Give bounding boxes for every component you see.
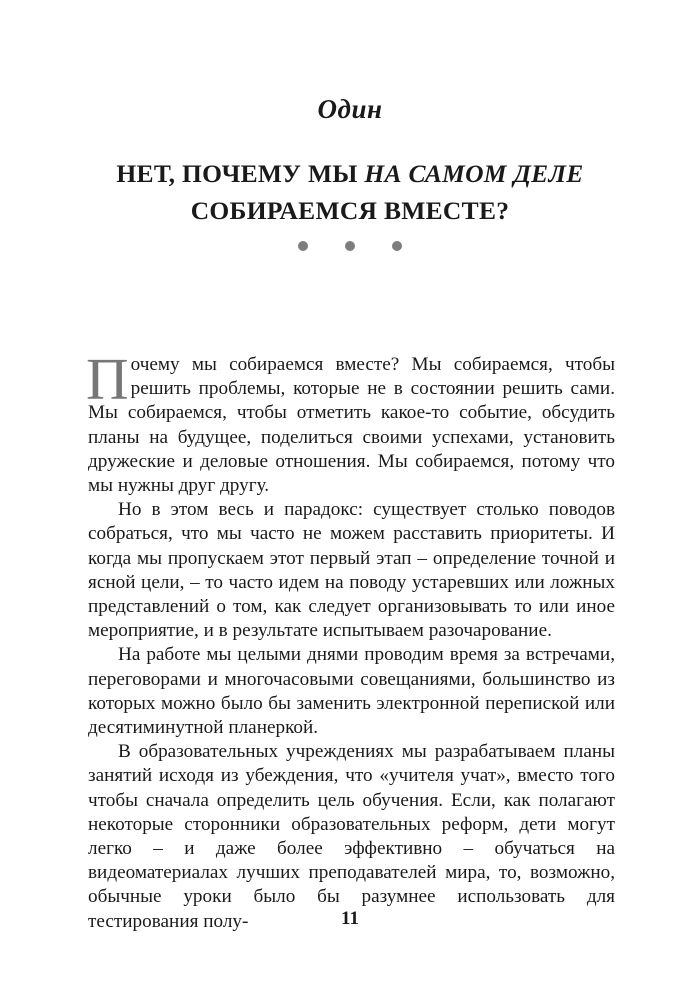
chapter-title-part1: НЕТ, ПОЧЕМУ МЫ [116, 159, 365, 188]
ornament-dots [0, 241, 700, 251]
chapter-title-italic: НА САМОМ ДЕЛЕ [364, 159, 584, 188]
chapter-label: Один [317, 94, 383, 124]
ornament-dot [298, 241, 308, 251]
paragraph-2: Но в этом весь и парадокс: существует столько поводов собраться, что мы часто не можем расставить приоритеты. И когда мы пропускаем этот первый этап – определение точной и ясной цели, – то часто идем на поводу устаревших или ложных представлений о том, как следует организовывать то или иное мероприятие, и в результате испытываем разочарование. [88, 499, 615, 642]
drop-cap: П [86, 346, 129, 412]
ornament-dot [392, 241, 402, 251]
chapter-title-line2: СОБИРАЕМСЯ ВМЕСТЕ? [190, 196, 510, 225]
body-text [86, 346, 615, 934]
paragraph-1 [86, 346, 615, 498]
ornament-dot [345, 241, 355, 251]
paragraph-1-text: очему мы собираемся вместе? Мы собираемся, чтобы решить проблемы, которые не в состоянии решить сами. Мы собираемся, чтобы отметить какое-то событие, обсудить планы на будущее, поделиться своими успехами, установить дружеские и деловые отношения. Мы собираемся, потому что мы нужны друг другу. [88, 354, 615, 497]
page-number: 11 [341, 908, 359, 929]
paragraph-3: На работе мы целыми днями проводим время за встречами, переговорами и многочасовыми совещаниями, большинство из которых можно было бы заменить электронной перепиской или десятиминутной планеркой. [88, 644, 615, 739]
chapter-title [0, 155, 700, 229]
paragraph-4: В образовательных учреждениях мы разрабатываем планы занятий исходя из убеждения, что «учителя учат», вместо того чтобы сначала определить цель обучения. Если, как полагают некоторые сторонники образовательных реформ, дети могут легко – и даже более эффективно – обучаться на видеоматериалах лучших преподавателей мира, то, возможно, обычные уроки было бы разумнее использовать для тестирования полу- [88, 741, 615, 932]
